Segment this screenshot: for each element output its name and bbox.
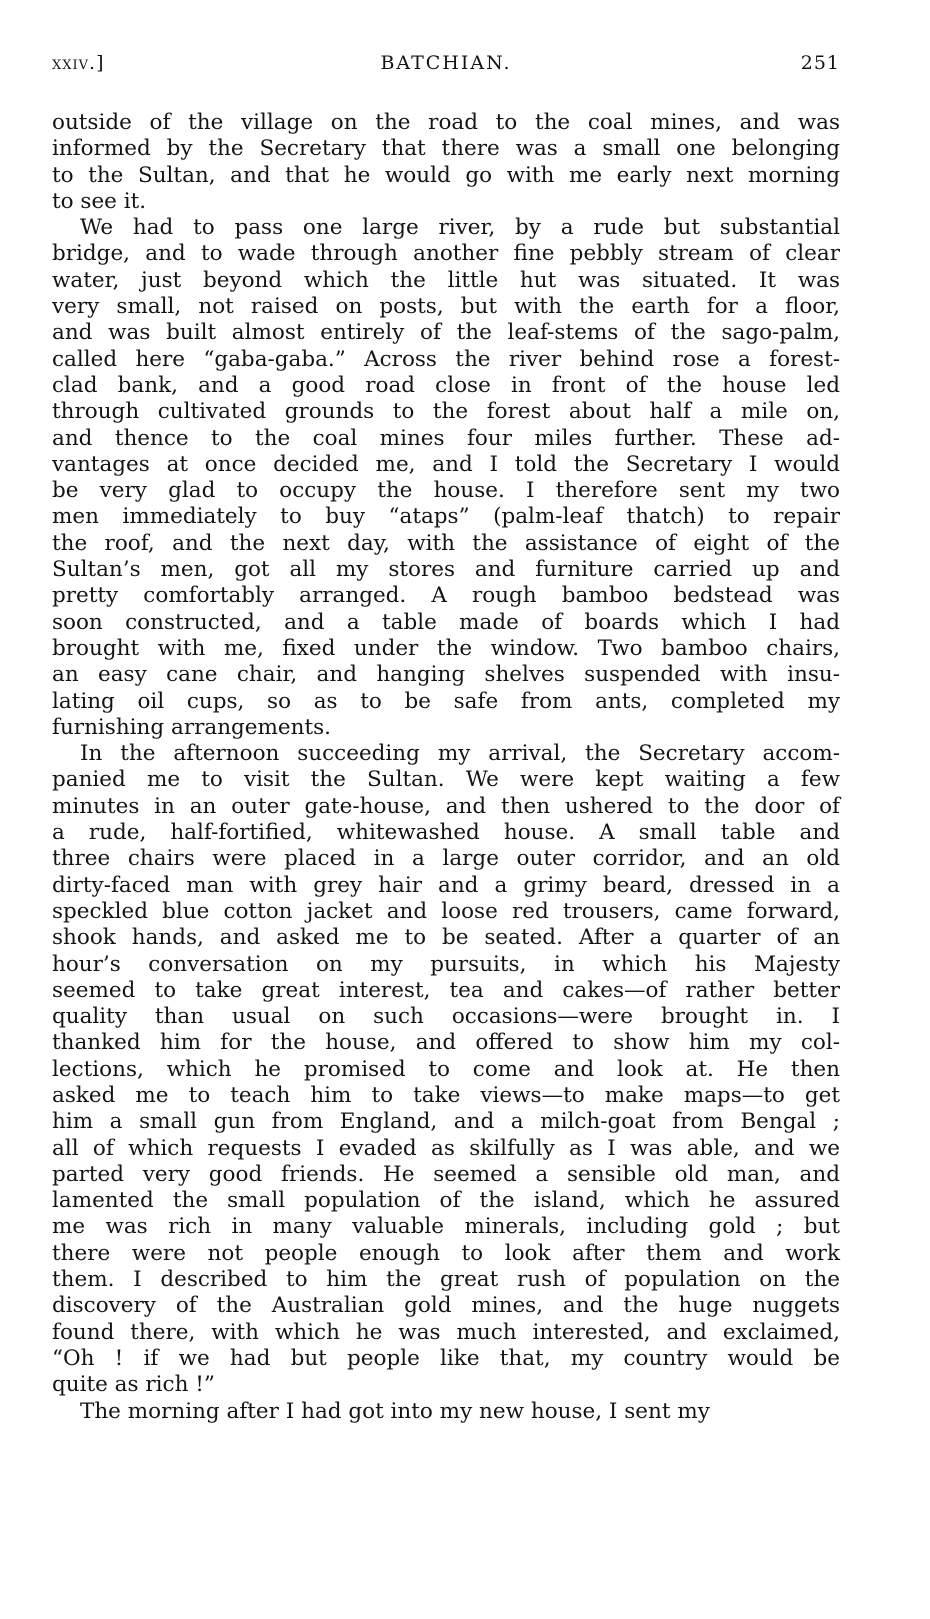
text-line: be very glad to occupy the house. I therefore sent my two: [52, 478, 840, 504]
text-line: clad bank, and a good road close in front of the house led: [52, 372, 840, 398]
running-title: BATCHIAN.: [380, 52, 512, 74]
text-line: them. I described to him the great rush of population on the: [52, 1267, 840, 1293]
paragraph: [52, 741, 840, 1398]
text-line: The morning after I had got into my new house, I sent my: [80, 1398, 710, 1424]
text-line: quite as rich !”: [52, 1372, 215, 1398]
text-line: very small, not raised on posts, but with the earth for a floor,: [52, 294, 840, 320]
text-line: brought with me, fixed under the window. Two bamboo chairs,: [52, 635, 840, 661]
text-line: vantages at once decided me, and I told the Secretary I would: [52, 451, 840, 477]
text-line: pretty comfortably arranged. A rough bamboo bedstead was: [52, 583, 840, 609]
text-line: quality than usual on such occasions—were brought in. I: [52, 1004, 840, 1030]
text-line: bridge, and to wade through another fine pebbly stream of clear: [52, 241, 840, 267]
text-line: We had to pass one large river, by a rude but substantial: [80, 215, 840, 241]
text-line: all of which requests I evaded as skilfully as I was able, and we: [52, 1135, 840, 1161]
text-line: lating oil cups, so as to be safe from ants, completed my: [52, 688, 840, 714]
text-line: him a small gun from England, and a milch-goat from Bengal ;: [52, 1109, 840, 1135]
text-line: speckled blue cotton jacket and loose red trousers, came forward,: [52, 898, 840, 924]
text-line: called here “gaba-gaba.” Across the river behind rose a forest-: [52, 346, 840, 372]
text-line: dirty-faced man with grey hair and a grimy beard, dressed in a: [52, 872, 840, 898]
text-line: parted very good friends. He seemed a sensible old man, and: [52, 1161, 840, 1187]
text-line: there were not people enough to look after them and work: [52, 1240, 840, 1266]
text-line: found there, with which he was much interested, and exclaimed,: [52, 1319, 840, 1345]
text-line: hour’s conversation on my pursuits, in which his Majesty: [52, 951, 840, 977]
text-line: shook hands, and asked me to be seated. After a quarter of an: [52, 925, 840, 951]
text-line: Sultan’s men, got all my stores and furniture carried up and: [52, 557, 840, 583]
paragraph: [52, 110, 840, 215]
text-line: seemed to take great interest, tea and cakes—of rather better: [52, 977, 840, 1003]
text-line: discovery of the Australian gold mines, and the huge nuggets: [52, 1293, 840, 1319]
text-line: soon constructed, and a table made of boards which I had: [52, 609, 840, 635]
paragraph: [52, 215, 840, 741]
text-line: asked me to teach him to take views—to make maps—to get: [52, 1082, 840, 1108]
text-line: minutes in an outer gate-house, and then ushered to the door of: [52, 793, 840, 819]
text-line: In the afternoon succeeding my arrival, the Secretary accom-: [80, 741, 840, 767]
body-text: [52, 110, 840, 1425]
text-line: three chairs were placed in a large outer corridor, and an old: [52, 846, 840, 872]
text-line: and was built almost entirely of the leaf-stems of the sago-palm,: [52, 320, 840, 346]
text-line: thanked him for the house, and offered to show him my col-: [52, 1030, 840, 1056]
text-line: the roof, and the next day, with the assistance of eight of the: [52, 530, 840, 556]
chapter-number: xxiv.]: [52, 52, 105, 74]
text-line: panied me to visit the Sultan. We were kept waiting a few: [52, 767, 840, 793]
text-line: lamented the small population of the island, which he assured: [52, 1188, 840, 1214]
running-head: [52, 52, 840, 82]
text-line: to the Sultan, and that he would go with me early next morning: [52, 162, 840, 188]
text-line: me was rich in many valuable minerals, including gold ; but: [52, 1214, 840, 1240]
text-line: through cultivated grounds to the forest about half a mile on,: [52, 399, 840, 425]
text-line: and thence to the coal mines four miles further. These ad-: [52, 425, 840, 451]
text-line: men immediately to buy “ataps” (palm-leaf thatch) to repair: [52, 504, 840, 530]
text-line: “Oh ! if we had but people like that, my country would be: [52, 1345, 840, 1371]
text-line: lections, which he promised to come and look at. He then: [52, 1056, 840, 1082]
text-line: informed by the Secretary that there was a small one belonging: [52, 136, 840, 162]
text-line: furnishing arrangements.: [52, 714, 331, 740]
text-line: water, just beyond which the little hut was situated. It was: [52, 267, 840, 293]
text-line: an easy cane chair, and hanging shelves suspended with insu-: [52, 662, 840, 688]
text-line: to see it.: [52, 188, 147, 214]
paragraph: [52, 1399, 840, 1425]
text-line: outside of the village on the road to the coal mines, and was: [52, 110, 840, 135]
page-number: 251: [800, 52, 840, 74]
text-line: a rude, half-fortified, whitewashed house. A small table and: [52, 820, 840, 846]
